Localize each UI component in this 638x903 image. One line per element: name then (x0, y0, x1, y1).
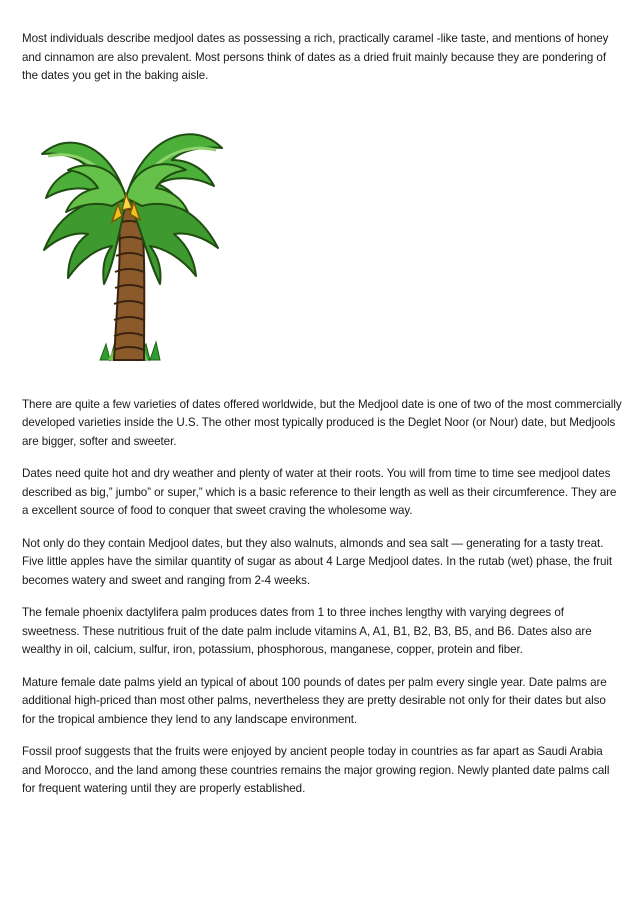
intro-paragraph: Most individuals describe medjool dates as possessing a rich, practically caramel -like taste, and mentions of honey and cinnamon are also prevalent. Most persons think of dates as a dried fruit mainly because they are pondering of the dates you get in the baking aisle. (22, 32, 609, 82)
paragraph-yield: Mature female date palms yield an typical of about 100 pounds of dates per palm every single year. Date palms are additional high-priced than most other palms, nevertheless they are pretty desirable not only for their dates but also for the tropical ambience they lend to any landscape environment. (22, 675, 607, 726)
palm-tree-icon (22, 98, 242, 378)
paragraph-treat: Not only do they contain Medjool dates, but they also walnuts, almonds and sea salt — generating for a tasty treat. Five little apples have the similar quantity of sugar as about 4 Large Medjool dates. In the rutab (wet) phase, the fruit becomes watery and sweet and ranging from 2-4 weeks. (22, 536, 613, 587)
paragraph-history: Fossil proof suggests that the fruits were enjoyed by ancient people today in countries as far apart as Saudi Arabia and Morocco, and the land among these countries remains the major growing region. Newly planted date palms call for frequent watering until they are properly established. (22, 745, 610, 795)
document-page (22, 30, 622, 813)
paragraph-nutrition: The female phoenix dactylifera palm produces dates from 1 to three inches lengthy with varying degrees of sweetness. These nutritious fruit of the date palm include vitamins A, A1, B1, B2, B3, B5, and B6. Dates also are wealthy in oil, calcium, sulfur, iron, potassium, phosphorous, manganese, copper, protein and fiber. (22, 606, 592, 656)
paragraph-climate: Dates need quite hot and dry weather and plenty of water at their roots. You will from time to time see medjool dates described as big,” jumbo” or super,” which is a basic reference to their length as well as their circumference. They are a excellent source of food to conquer that sweet craving the wholesome way. (22, 467, 617, 517)
paragraph-varieties: There are quite a few varieties of dates offered worldwide, but the Medjool date is one of two of the most commercially developed varieties inside the U.S. The other most typically produced is the Deglet Noor (or Nour) date, but Medjools are bigger, softer and sweeter. (22, 397, 622, 448)
